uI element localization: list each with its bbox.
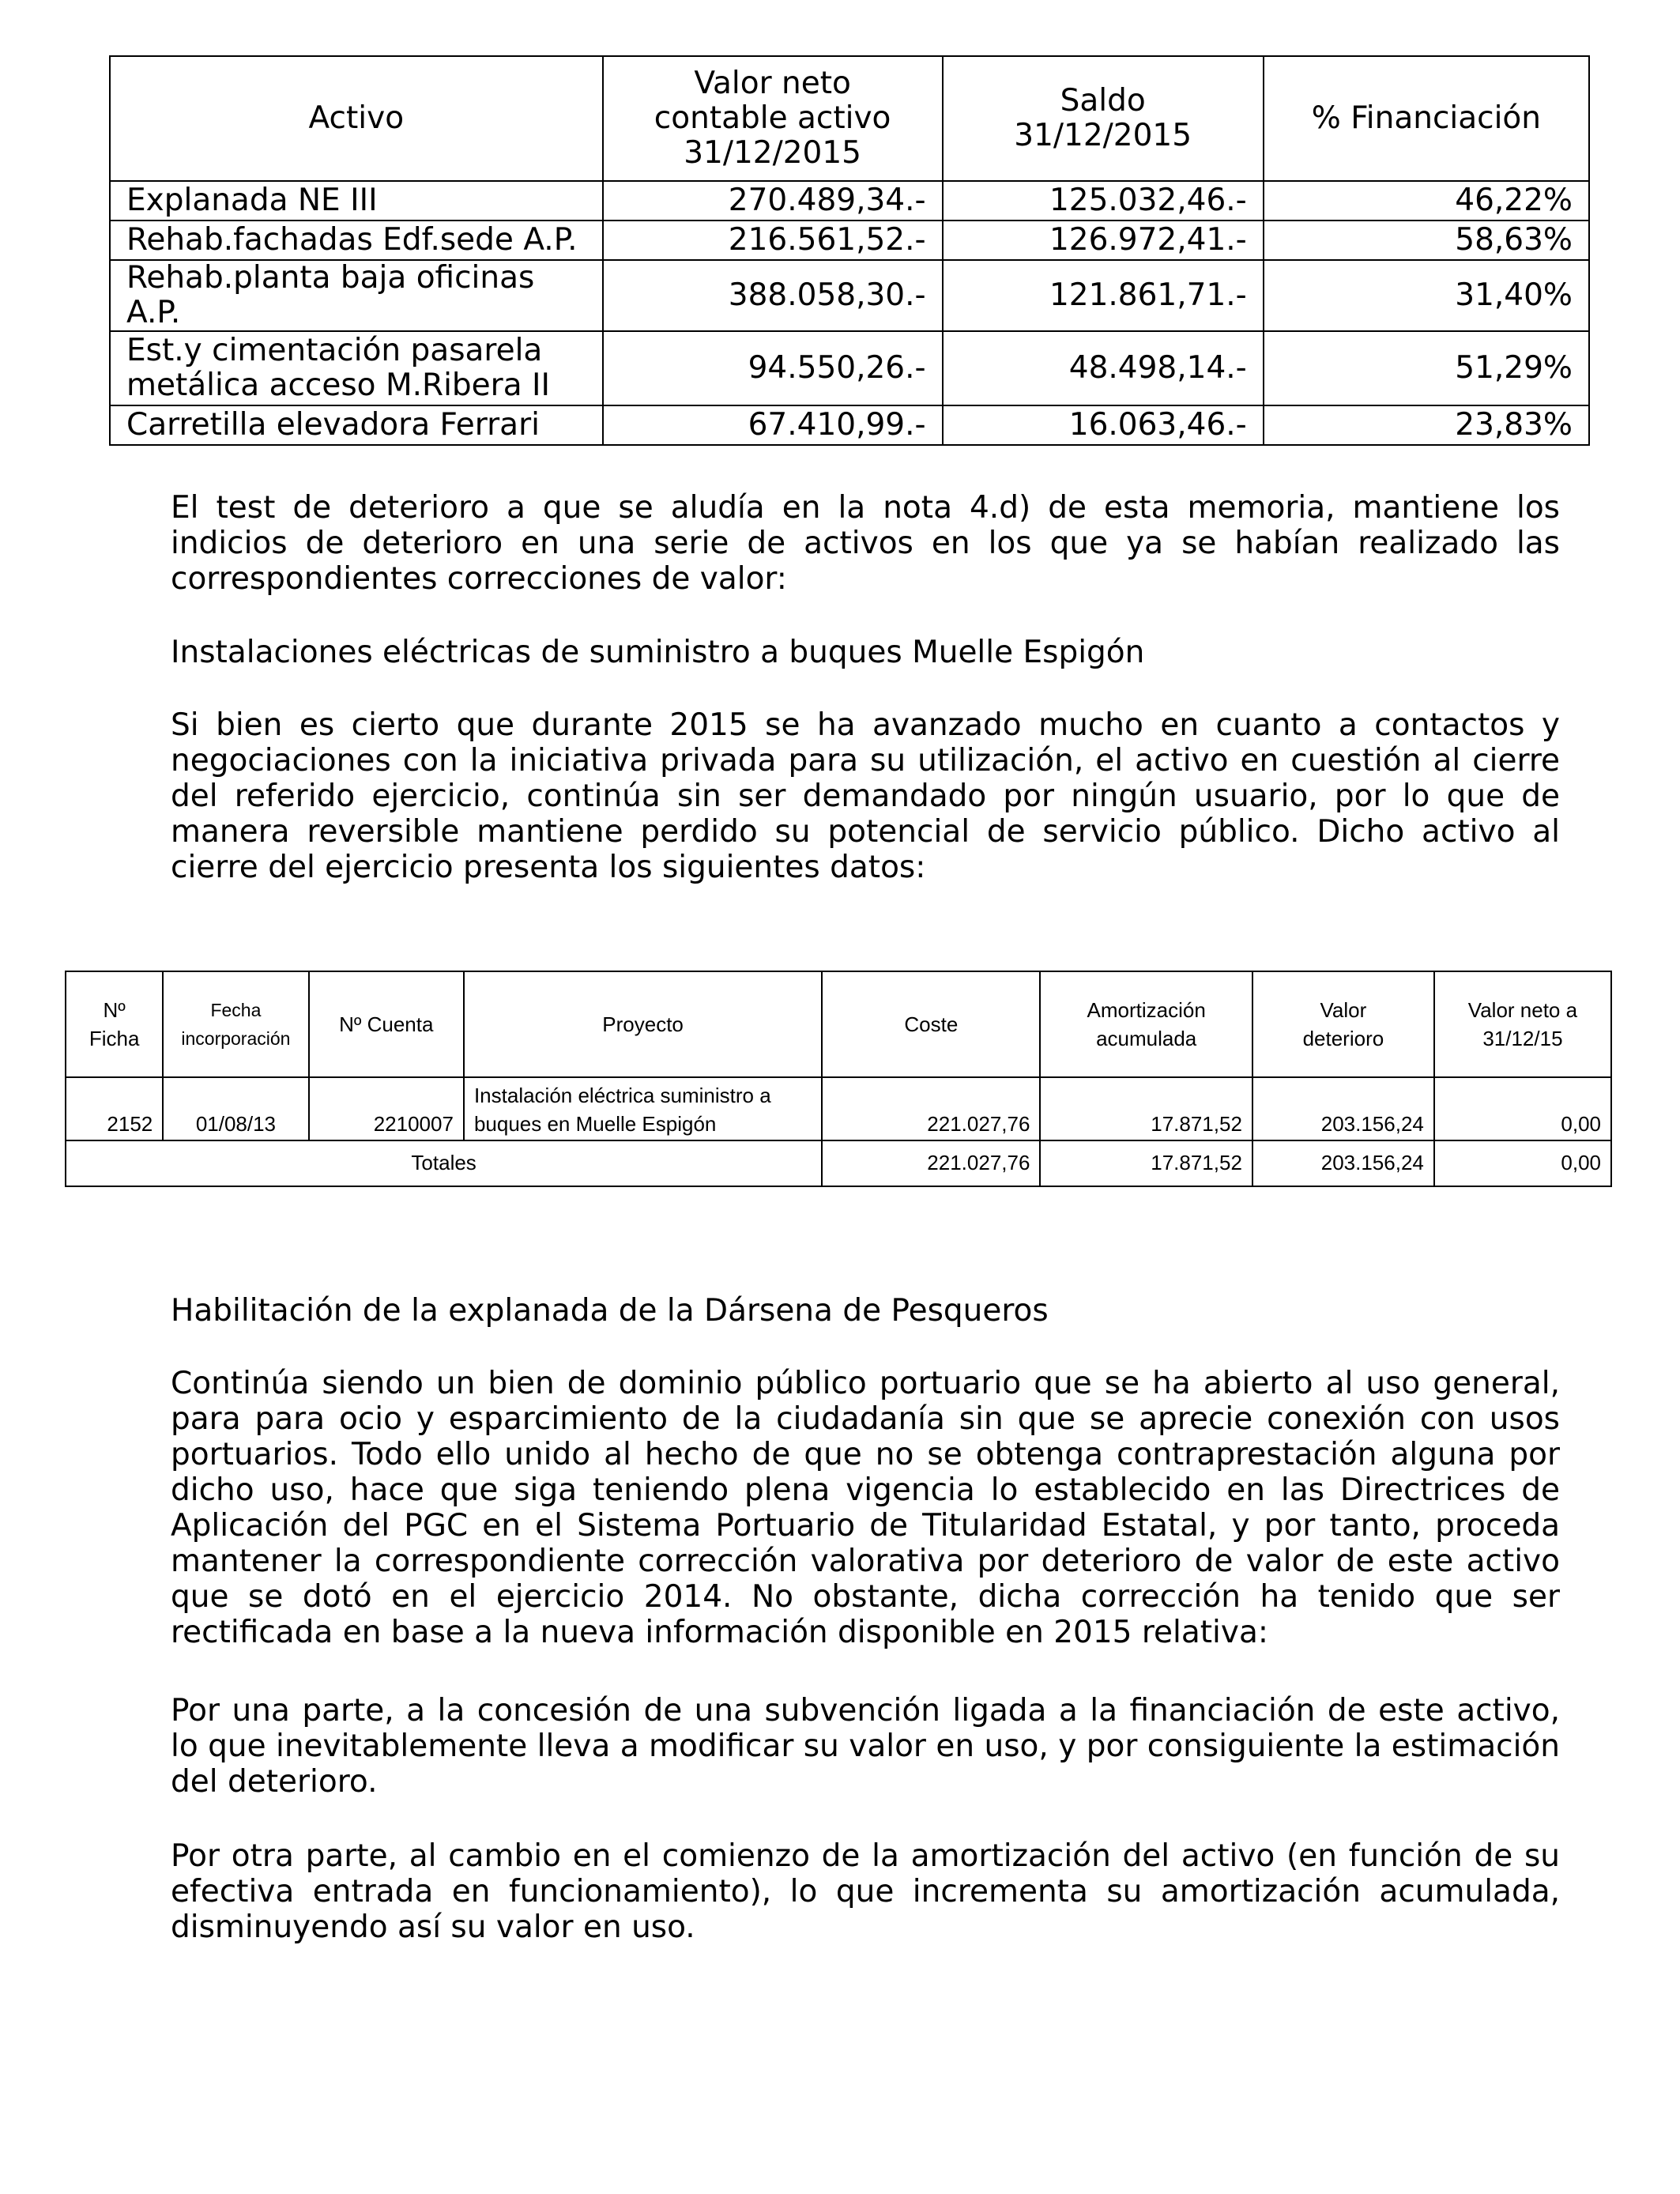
header-ficha: Nº Ficha: [66, 971, 163, 1077]
cell-ficha: 2152: [66, 1077, 163, 1140]
table-row: [110, 221, 1589, 260]
section-heading-explanada: Habilitación de la explanada de la Dársena de Pesqueros: [171, 1293, 1049, 1329]
header-cuenta: Nº Cuenta: [309, 971, 464, 1077]
table-row: [110, 260, 1589, 331]
cell-activo: Rehab.planta baja oficinas A.P.: [110, 260, 603, 331]
cell-valor: 94.550,26.-: [603, 331, 943, 405]
cell-amortizacion: 17.871,52: [1040, 1077, 1252, 1140]
cell-valor: 67.410,99.-: [603, 405, 943, 445]
totals-label: Totales: [66, 1140, 822, 1186]
header-activo: Activo: [110, 56, 603, 181]
paragraph-subvencion: Por una parte, a la concesión de una subvención ligada a la financiación de este activo, lo que inevitablemente lleva a modificar su valor en uso, y por consiguiente la estimación del deterioro.: [171, 1693, 1560, 1800]
header-valor-neto: Valor neto contable activo 31/12/2015: [603, 56, 943, 181]
cell-saldo: 121.861,71.-: [943, 260, 1264, 331]
paragraph-explanada: Continúa siendo un bien de dominio público portuario que se ha abierto al uso general, para para ocio y esparcimiento de la ciudadanía sin que se aprecie conexión con usos portuarios. Todo ello unido al hecho de que no se obtenga contraprestación alguna por dicho uso, hace que siga teniendo plena vigencia lo establecido en las Directrices de Aplicación del PGC en el Sistema Portuario de Titularidad Estatal, y por tanto, proceda mantener la correspondiente corrección valorativa por deterioro de valor de este activo que se dotó en el ejercicio 2014. No obstante, dicha corrección ha tenido que ser rectificada en base a la nueva información disponible en 2015 relativa:: [171, 1366, 1560, 1650]
header-saldo: Saldo 31/12/2015: [943, 56, 1264, 181]
cell-pct: 51,29%: [1264, 331, 1589, 405]
cell-pct: 46,22%: [1264, 181, 1589, 221]
cell-valor: 216.561,52.-: [603, 221, 943, 260]
cell-pct: 31,40%: [1264, 260, 1589, 331]
table-row: [110, 181, 1589, 221]
financing-table: [109, 55, 1590, 446]
paragraph-instalaciones: Si bien es cierto que durante 2015 se ha avanzado mucho en cuanto a contactos y negociaciones con la iniciativa privada para su utilización, el activo en cuestión al cierre del referido ejercicio, continúa sin ser demandado por ningún usuario, por lo que de manera reversible mantiene perdido su potencial de servicio público. Dicho activo al cierre del ejercicio presenta los siguientes datos:: [171, 707, 1560, 885]
cell-activo: Carretilla elevadora Ferrari: [110, 405, 603, 445]
paragraph-amortizacion: Por otra parte, al cambio en el comienzo de la amortización del activo (en función de su efectiva entrada en funcionamiento), lo que incrementa su amortización acumulada, disminuyendo así su valor en uso.: [171, 1838, 1560, 1945]
cell-pct: 23,83%: [1264, 405, 1589, 445]
cell-saldo: 125.032,46.-: [943, 181, 1264, 221]
cell-deterioro: 203.156,24: [1252, 1077, 1434, 1140]
total-deterioro: 203.156,24: [1252, 1140, 1434, 1186]
header-amortizacion: Amortización acumulada: [1040, 971, 1252, 1077]
table-row: [66, 1077, 1611, 1140]
cell-pct: 58,63%: [1264, 221, 1589, 260]
totals-row: [66, 1140, 1611, 1186]
financing-table-header: [110, 56, 1589, 181]
cell-fecha: 01/08/13: [163, 1077, 308, 1140]
header-financiacion: % Financiación: [1264, 56, 1589, 181]
cell-valor-neto: 0,00: [1434, 1077, 1611, 1140]
table-row: [110, 331, 1589, 405]
header-deterioro: Valor deterioro: [1252, 971, 1434, 1077]
total-amortizacion: 17.871,52: [1040, 1140, 1252, 1186]
cell-activo: Est.y cimentación pasarela metálica acceso M.Ribera II: [110, 331, 603, 405]
table-row: [110, 405, 1589, 445]
cell-proyecto: Instalación eléctrica suministro a buques en Muelle Espigón: [464, 1077, 822, 1140]
cell-activo: Explanada NE III: [110, 181, 603, 221]
asset-detail-header: [66, 971, 1611, 1077]
asset-detail-table: [65, 971, 1612, 1187]
total-valor-neto: 0,00: [1434, 1140, 1611, 1186]
cell-saldo: 16.063,46.-: [943, 405, 1264, 445]
header-valor-neto: Valor neto a 31/12/15: [1434, 971, 1611, 1077]
header-coste: Coste: [822, 971, 1040, 1077]
section-heading-instalaciones: Instalaciones eléctricas de suministro a buques Muelle Espigón: [171, 635, 1145, 670]
cell-cuenta: 2210007: [309, 1077, 464, 1140]
header-fecha: Fecha incorporación: [163, 971, 308, 1077]
paragraph-deterioro-intro: El test de deterioro a que se aludía en la nota 4.d) de esta memoria, mantiene los indicios de deterioro en una serie de activos en los que ya se habían realizado las correspondientes correcciones de valor:: [171, 490, 1560, 597]
cell-saldo: 48.498,14.-: [943, 331, 1264, 405]
cell-activo: Rehab.fachadas Edf.sede A.P.: [110, 221, 603, 260]
cell-saldo: 126.972,41.-: [943, 221, 1264, 260]
cell-valor: 270.489,34.-: [603, 181, 943, 221]
total-coste: 221.027,76: [822, 1140, 1040, 1186]
cell-coste: 221.027,76: [822, 1077, 1040, 1140]
header-proyecto: Proyecto: [464, 971, 822, 1077]
cell-valor: 388.058,30.-: [603, 260, 943, 331]
